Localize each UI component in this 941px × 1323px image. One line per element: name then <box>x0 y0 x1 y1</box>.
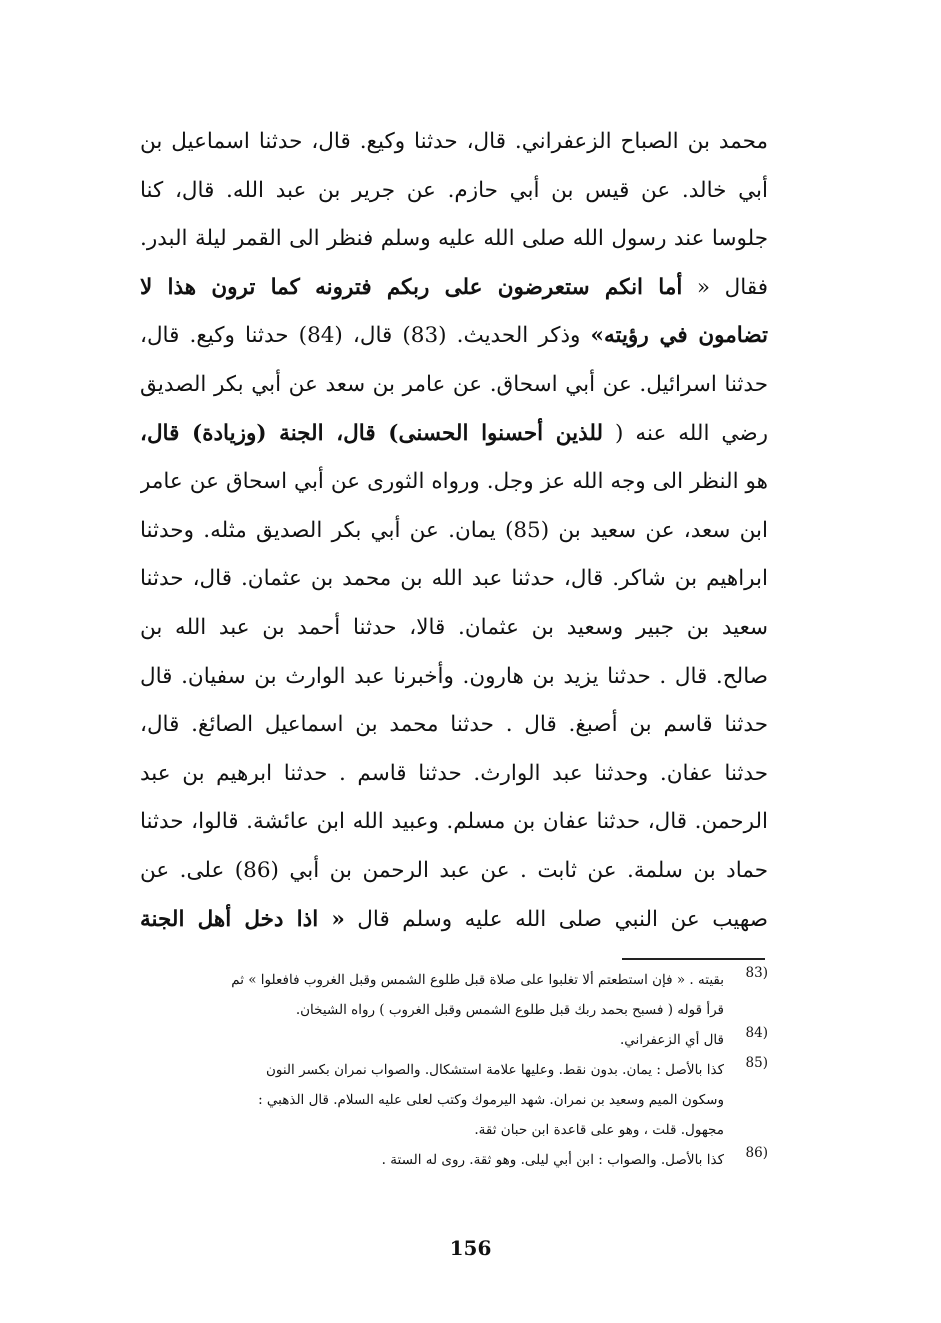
footnote-84 <box>140 1025 768 1055</box>
footnote-divider <box>622 958 765 960</box>
text-bold: أما انكم ستعرضون على ربكم فترونه كما ترون هذا لا <box>140 274 683 300</box>
text-line: جلوسا عند رسول الله صلى الله عليه وسلم فنظر الى القمر ليلة البدر. <box>140 226 768 252</box>
text-bold: « اذا دخل أهل الجنة <box>140 906 345 932</box>
text-line: الرحمن. قال، حدثنا عفان بن مسلم. وعبيد الله ابن عائشة. قالوا، حدثنا <box>140 809 768 835</box>
footnote-line: قال أي الزعفراني. <box>620 1032 724 1048</box>
text-line: سعيد بن جبير وسعيد بن عثمان. قالا، حدثنا أحمد بن عبد الله بن <box>140 614 768 640</box>
text-plain: رضي الله عنه ( <box>603 420 768 446</box>
text-bold: للذين أحسنوا الحسنى) قال، الجنة (وزيادة) قال، <box>140 420 604 446</box>
text-line: أبي خالد. عن قيس بن أبي حازم. عن جرير بن عبد الله. قال، كنا <box>140 177 768 203</box>
footnote-83 <box>140 965 768 1025</box>
text-plain: فقال « <box>682 274 768 300</box>
footnote-line: بقيته . « فإن استطعتم ألا تغلبوا على صلاة قبل طلوع الشمس وقبل الغروب فافعلوا » ثم <box>231 972 724 988</box>
text-line: هو النظر الى وجه الله عز وجل. ورواه الثورى عن أبي اسحاق عن عامر <box>140 469 768 495</box>
text-bold: تضامون في رؤيته» <box>590 323 768 349</box>
text-line: حدثنا قاسم بن أصبغ. قال . حدثنا محمد بن اسماعيل الصائغ. قال، <box>140 712 768 738</box>
text-line: حماد بن سلمة. عن ثابت . عن عبد الرحمن بن أبي (86) على. عن <box>140 857 768 883</box>
footnote-line: كذا بالأصل : يمان. بدون نقط. وعليها علامة استشكال. والصواب نمران بكسر النون <box>265 1062 724 1078</box>
footnote-line: كذا بالأصل. والصواب : ابن أبي ليلى. وهو ثقة. روى له الستة . <box>381 1152 724 1168</box>
text-line: حدثنا عفان. وحدثنا عبد الوارث. حدثنا قاسم . حدثنا ابرهيم بن عبد <box>140 760 768 786</box>
page-number: 156 <box>449 1236 492 1260</box>
text-line <box>140 264 768 313</box>
text-plain: صهيب عن النبي صلى الله عليه وسلم قال <box>344 906 768 932</box>
text-line: ابن سعد، عن سعيد بن (85) يمان. عن أبي بكر الصديق مثله. وحدثنا <box>140 517 768 543</box>
footnote-line: وسكون الميم وسعيد بن نمران. شهد اليرموك وكتب لعلى عليه السلام. قال الذهبي : <box>258 1092 724 1108</box>
footnote-line: قرأ قوله ( فسبح بحمد ربك قبل طلوع الشمس وقبل الغروب ) رواه الشيخان. <box>295 1002 724 1018</box>
footnote-85 <box>140 1055 768 1145</box>
text-line: ابراهيم بن شاكر. قال، حدثنا عبد الله بن محمد بن عثمان. قال، حدثنا <box>140 566 768 592</box>
main-text <box>140 118 768 944</box>
text-line: صالح. قال . حدثنا يزيد بن هارون. وأخبرنا عبد الوارث بن سفيان. قال <box>140 663 768 689</box>
text-line: محمد بن الصباح الزعفراني. قال، حدثنا وكيع. قال، حدثنا اسماعيل بن <box>140 129 768 154</box>
text-line <box>140 896 768 945</box>
text-line <box>140 410 768 459</box>
footnote-number: 83) <box>745 965 768 981</box>
footnote-number: 85) <box>745 1055 768 1071</box>
text-line: حدثنا اسرائيل. عن أبي اسحاق. عن عامر بن سعد عن أبي بكر الصديق <box>140 371 768 397</box>
text-line <box>140 312 768 361</box>
text-plain: وذكر الحديث. (83) قال، (84) حدثنا وكيع. قال، <box>140 323 591 349</box>
footnote-number: 86) <box>745 1145 768 1161</box>
footnote-number: 84) <box>745 1025 768 1041</box>
footnotes <box>140 965 768 1175</box>
footnote-86 <box>140 1145 768 1175</box>
footnote-line: مجهول. قلت ، وهو على قاعدة ابن حبان ثقة. <box>474 1122 724 1138</box>
